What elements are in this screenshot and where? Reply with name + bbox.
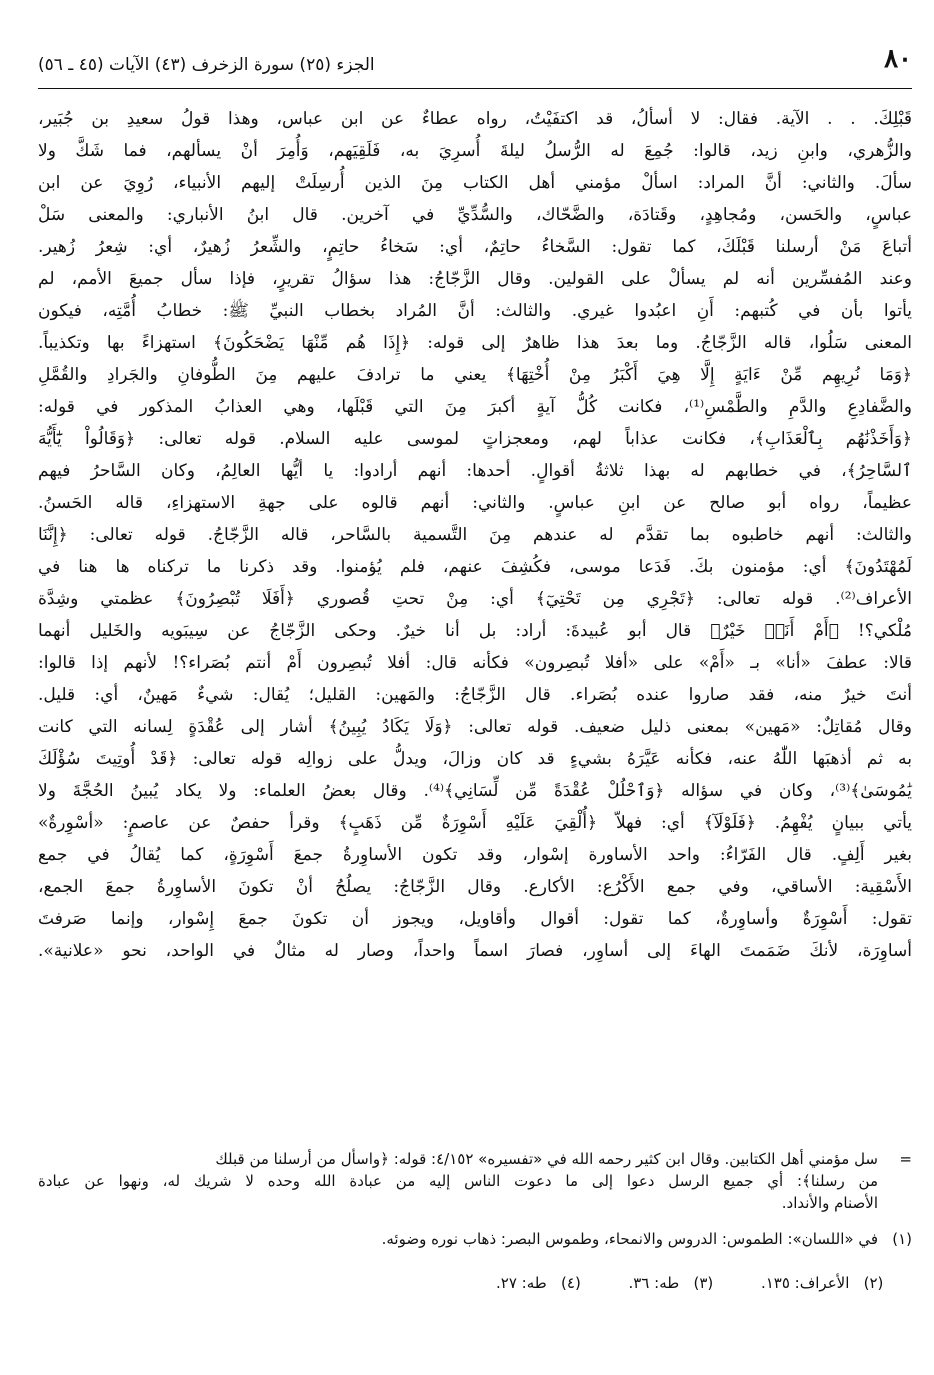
page-header [38, 44, 912, 90]
text-line: أنتَ خيرٌ منه، فقد صاروا عنده بُصَراء. قال الزَّجّاجُ: والمَهين: القليل؛ يُقال: شيءٌ مَهينٌ، أي: قليل. [38, 685, 912, 705]
text-line: قَبْلِكَ. . . الآية. فقال: لا أسألُ، قد اكتفَيْتُ، رواه عطاءٌ عن ابن عباس، وهذا قولُ سعيدِ بن جُبَير، [38, 109, 912, 129]
text-line: وقال مُقاتِلٌ: «مَهين» بمعنى ذليل ضعيف. قوله تعالى: ﴿وَلَا يَكَادُ يُبِينُ﴾ أشار إلى عُقْدَةٍ لِسانه التي كانت [38, 717, 912, 737]
footnote-number: (١) [892, 1230, 912, 1248]
header-rule [38, 88, 912, 89]
continuation-marker: = [899, 1150, 912, 1168]
footnote-number: (٢) [863, 1274, 884, 1292]
footnote-text: الأصنام والأنداد. [781, 1194, 878, 1212]
text-line: مُلْكي؟! ﴿أَمْ أَنَا۠ خَيْرٌ﴾ قال أبو عُبيدةَ: أراد: بل أنا خيرٌ. وحكى الزَّجّاجُ عن سِيبَويه والخَليل أنهما [38, 621, 912, 641]
text-line: عباسٍ، والحَسن، ومُجاهِدٍ، وقَتادَة، والضَّحّاك، والسُّدِّيِّ في آخرين. قال ابنُ الأنباري: والمعنى سَلْ [38, 205, 912, 225]
text-line: يأتي ببيانٍ يُفْهِمُ. ﴿فَلَوْلَآ﴾ أي: فهلاّ ﴿أُلْقِيَ عَلَيْهِ أَسْوِرَةٌ مِّن ذَهَبٍ﴾ وقرأ حفصٌ عن عاصمٍ: «أسْوِرةٌ» [38, 813, 912, 833]
text-line: لَمُهْتَدُونَ﴾ أي: مؤمنون بكَ. فَدَعا موسى، فكُشِفَ عنهم، فلم يُؤمنوا. وقد ذكرنا ما تركناه ها هنا في [38, 557, 912, 577]
text-line: به ثم أذهبَها اللّٰهُ عنه، فكأنه عَيَّرَهُ بشيءٍ قد كان وزالَ، ويدلُّ على زوالِه قوله تعالى: ﴿قَدْ أُوتِيتَ سُؤْلَكَ [38, 749, 912, 769]
footnote-continuation [38, 1148, 912, 1170]
text-line: أساوِرَة، لأنكَ ضَمَمتَ الهاءَ إلى أساوِر، فصارَ اسماً واحداً، وصار له مثالٌ في الواحد، نحو «علانية». [38, 941, 912, 961]
text-line: والضَّفادِعِ والدَّمِ والطَّمْسِ⁽¹⁾، فكانت كُلُّ آيةٍ أكبرَ مِنَ التي قَبْلَها، وهي العذابُ المذكور في قوله: [38, 397, 912, 417]
text-line: بغير أَلِفٍ. قال الفَرّاءُ: واحد الأساورة إسْوار، وقد تكون الأساوِرةُ جمعَ أَسْوِرَةٍ، كما يُقالُ في جمع [38, 845, 912, 865]
text-line: أتباعَ مَنْ أرسلنا قَبْلَكَ، كما تقول: السَّخاءُ حاتِمٌ، أي: سَخاءُ حاتِمٍ، والشِّعرُ زُهيرٌ، أي: شِعرُ زُهير. [38, 237, 912, 257]
page-number: ٨٠ [884, 44, 912, 74]
footnote-text: من رسلنا﴾: أي جميع الرسل دعوا إلى ما دعوت الناس إليه من عبادة الله وحده لا شريك له، ونهوا عن عبادة [38, 1172, 878, 1190]
text-line [38, 967, 912, 999]
main-text [38, 103, 912, 1151]
text-line: والثالث: أنهم خاطبوه بما تقدَّم له عندهم مِنَ التَّسمية بالسَّاحر، قاله الزَّجّاجُ. قوله تعالى: ﴿إِنَّنَا [38, 525, 912, 545]
text-line: الأعراف⁽²⁾. قوله تعالى: ﴿تَجْرِي مِن تَحْتِيٓ﴾ أي: مِنْ تحتِ قُصوري ﴿أَفَلَا تُبْصِرُونَ﴾ عظمتي وشِدَّة [38, 589, 912, 609]
text-line: يَٰمُوسَىٰ﴾⁽³⁾، وكان في سؤاله ﴿وَٱحْلُلْ عُقْدَةً مِّن لِّسَانِي﴾⁽⁴⁾. وقال بعضُ العلماء: ولا يكاد يُبينُ الحُجَّةَ ولا [38, 781, 912, 801]
running-head: الجزء (٢٥) سورة الزخرف (٤٣) الآيات (٤٥ ـ ٥٦) [38, 55, 375, 75]
text-line: وعند المُفسِّرين أنه لم يسألْ على القولين. وقال الزَّجّاجُ: هذا سؤالُ تقريرٍ، فإذا سأل جميعَ الأمم، لم [38, 269, 912, 289]
text-line: ﴿وَمَا نُرِيهِم مِّنْ ءَايَةٍ إِلَّا هِيَ أَكْبَرُ مِنْ أُخْتِهَا﴾ يعني ما ترادفَ عليهم مِنَ الطُّوفانِ والجَرادِ والقُمَّلِ [38, 365, 912, 385]
footnote-text: الأعراف: ١٣٥. (٣) طه: ٣٦. (٤) طه: ٢٧. [496, 1274, 850, 1292]
footnote-item [38, 1228, 912, 1250]
footnote-text: سل مؤمني أهل الكتابين. وقال ابن كثير رحمه الله في «تفسيره» ٤/١٥٢: قوله: ﴿واسأل من أرسلنا من قبلك [215, 1150, 878, 1168]
text-line: يأتوا بأن في كُتبهم: أَنِ اعبُدوا غيري. والثالث: أنَّ المُراد بخطاب النبيِّ ﷺ: خطابُ أُمَّتِه، فيكون [38, 301, 912, 321]
text-line: تقول: أَسْوِرَةٌ وأساوِرةٌ، كما تقول: أقوال وأقاويل، ويجوز أن تكونَ جمعَ إِسْوار، وإنما صَرفتَ [38, 909, 912, 929]
text-line: المعنى سَلُوا، قاله الزَّجّاجُ. وما بعدَ هذا ظاهرٌ إلى قوله: ﴿إِذَا هُم مِّنْهَا يَضْحَكُونَ﴾ استهزاءً بها وتكذيباً. [38, 333, 912, 353]
footnote-gap [38, 1214, 912, 1228]
text-line: والزُّهري، وابنِ زيد، قالوا: جُمِعَ له الرُّسلُ ليلةَ أُسرِيَ به، فَلَقِيَهم، وَأُمِرَ أنْ يسألهم، فما شَكَّ ولا [38, 141, 912, 161]
text-line: ﴿وَأَخَذْنَٰهُم بِٱلْعَذَابِ﴾، فكانت عذاباً لهم، ومعجزاتٍ لموسى عليه السلام. قوله تعالى: ﴿وَقَالُواْ يَٰٓأَيُّهَ [38, 429, 912, 449]
footnotes [38, 1148, 912, 1328]
text-line: قالا: عطفَ «أنا» بـ «أَمْ» على «أفلا تُبصِرون» فكأنه قال: أفلا تُبصِرون أَمْ أنتم بُصَراء؟! لأنهم إذا قالوا: [38, 653, 912, 673]
text-line: عظيماً، رواه أبو صالح عن ابنِ عباسٍ. والثاني: أنهم قالوه على جهةِ الاستهزاءِ، قاله الحَسنُ. [38, 493, 912, 513]
footnote-item [38, 1250, 912, 1292]
text-line: ٱلسَّاحِرُ﴾، في خطابهم له بهذا ثلاثةُ أقوالٍ. أحدها: أنهم أرادوا: يا أيُّها العالِمُ، وكان السَّاحرُ فيهم [38, 461, 912, 481]
footnote-text: في «اللسان»: الطموس: الدروس والانمحاء، وطموس البصر: ذهاب نوره وضوئه. [381, 1230, 878, 1248]
text-line: الأَسْقِية: الأساقي، وفي جمع الأَكْرُع: الأكارع. وقال الزَّجّاجُ: يصلُحُ أنْ تكونَ الأساوِرةُ جمعَ الجمع، [38, 877, 912, 897]
text-line: سألَ. والثاني: أنَّ المراد: اسألْ مؤمني أهل الكتاب مِنَ الذين أُرسِلَتْ إليهم الأنبياء، رُوِيَ عن ابن [38, 173, 912, 193]
